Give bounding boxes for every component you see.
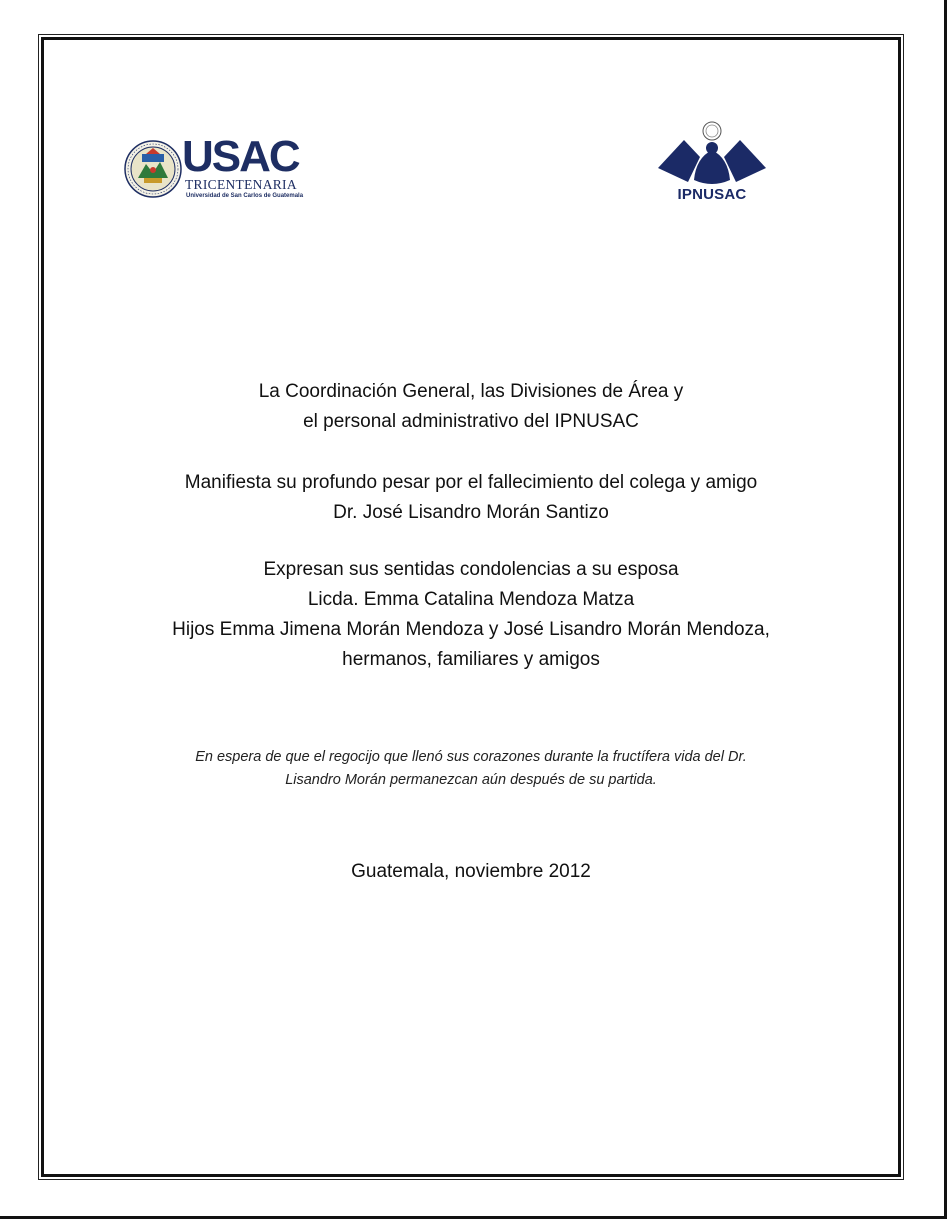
condolences-line-4: hermanos, familiares y amigos: [342, 649, 600, 670]
usac-wordmark: USAC: [182, 132, 299, 181]
epitaph-line-1: En espera de que el regocijo que llenó sus corazones durante la fructífera vida del Dr.: [195, 749, 747, 765]
usac-seal-icon: [124, 140, 182, 198]
heading-line-2: el personal administrativo del IPNUSAC: [303, 411, 639, 432]
announcement-line-1: Manifiesta su profundo pesar por el fallecimiento del colega y amigo: [184, 472, 758, 493]
usac-tagline: TRICENTENARIA: [185, 177, 297, 192]
place-date: Guatemala, noviembre 2012: [351, 861, 591, 882]
condolences-line-1: Expresan sus sentidas condolencias a su esposa: [263, 559, 679, 580]
spouse-name: Licda. Emma Catalina Mendoza Matza: [307, 589, 635, 610]
epitaph-block: [41, 746, 901, 792]
announcement-block: [41, 468, 901, 528]
heading-line-1: La Coordinación General, las Divisiones de Área y: [258, 381, 684, 402]
ipnusac-emblem-icon: [656, 120, 768, 186]
condolences-block: [41, 555, 901, 675]
heading-block: [41, 377, 901, 437]
closing-block: [41, 857, 901, 887]
children-names: Hijos Emma Jimena Morán Mendoza y José Lisandro Morán Mendoza,: [172, 619, 770, 640]
ipnusac-logo: [656, 120, 768, 206]
epitaph-line-2: Lisandro Morán permanezcan aún después de su partida.: [285, 772, 657, 788]
deceased-name: Dr. José Lisandro Morán Santizo: [333, 502, 609, 523]
usac-logo: [124, 132, 304, 204]
usac-subtitle: Universidad de San Carlos de Guatemala: [186, 193, 304, 199]
ipnusac-wordmark: IPNUSAC: [677, 186, 747, 203]
